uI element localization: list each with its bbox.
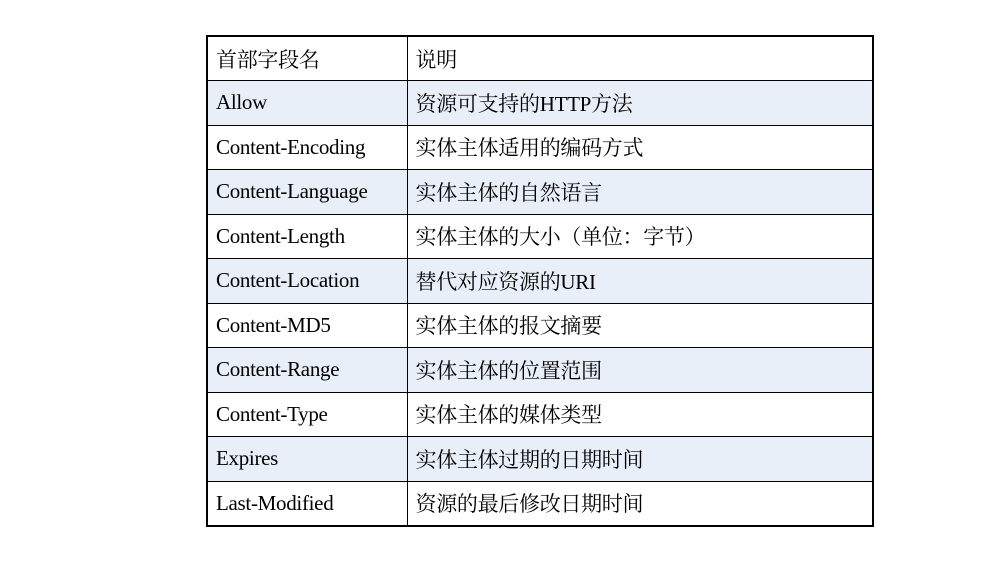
description-cell: 实体主体过期的日期时间 [407,437,873,482]
field-name-cell: Content-MD5 [207,303,407,348]
field-name-cell: Expires [207,437,407,482]
field-name-cell: Content-Encoding [207,125,407,170]
description-cell: 实体主体的位置范围 [407,348,873,393]
table-row [207,170,873,215]
field-name-cell: Content-Language [207,170,407,215]
field-name-cell: Content-Type [207,392,407,437]
description-cell: 实体主体适用的编码方式 [407,125,873,170]
field-name-cell: Content-Length [207,214,407,259]
entity-header-table-container [206,35,874,527]
entity-header-table [206,35,874,527]
table-row [207,481,873,526]
field-name-cell: Allow [207,81,407,126]
table-row [207,303,873,348]
table-row [207,259,873,304]
table-row [207,392,873,437]
table-row [207,125,873,170]
description-cell: 实体主体的报文摘要 [407,303,873,348]
table-row [207,348,873,393]
description-cell: 实体主体的媒体类型 [407,392,873,437]
description-cell: 替代对应资源的URI [407,259,873,304]
header-cell-description: 说明 [407,36,873,81]
field-name-cell: Content-Location [207,259,407,304]
table-row [207,214,873,259]
field-name-cell: Last-Modified [207,481,407,526]
description-cell: 资源可支持的HTTP方法 [407,81,873,126]
description-cell: 资源的最后修改日期时间 [407,481,873,526]
table-row [207,437,873,482]
table-header-row [207,36,873,81]
header-cell-field-name: 首部字段名 [207,36,407,81]
description-cell: 实体主体的大小（单位：字节） [407,214,873,259]
description-cell: 实体主体的自然语言 [407,170,873,215]
table-row [207,81,873,126]
field-name-cell: Content-Range [207,348,407,393]
